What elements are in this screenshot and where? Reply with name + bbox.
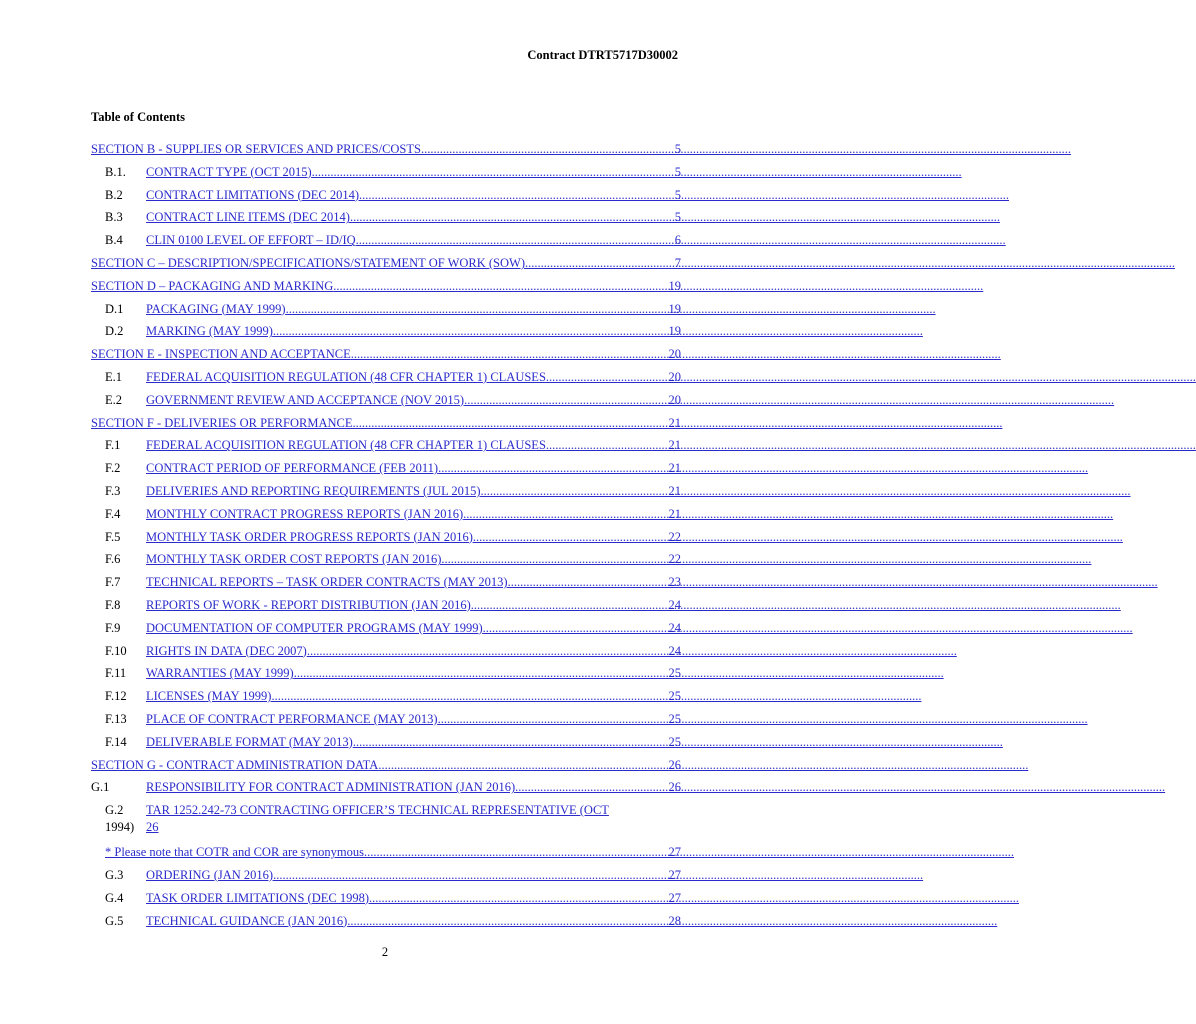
toc-entry-page[interactable]: 19: [668, 301, 681, 316]
toc-entry-page[interactable]: 21: [668, 438, 681, 453]
toc-entry-line: [105, 548, 681, 571]
toc-entry-number: F.14: [105, 734, 127, 749]
toc-entry-link[interactable]: SECTION E - INSPECTION AND ACCEPTANCE: [91, 347, 351, 362]
toc-entry-page[interactable]: 6: [674, 233, 681, 248]
toc-entry-page[interactable]: 5: [674, 187, 681, 202]
toc-entry-link[interactable]: DOCUMENTATION OF COMPUTER PROGRAMS (MAY 1999): [146, 620, 483, 635]
toc-entry-line: [105, 434, 681, 457]
dot-leader: [369, 887, 669, 910]
toc-entry-page[interactable]: 22: [668, 552, 681, 567]
dot-leader: [421, 138, 675, 161]
toc-entry-line: [105, 640, 681, 663]
toc-entry[interactable]: [91, 320, 681, 343]
toc-entry-number: B.3: [105, 210, 123, 225]
toc-entry-link[interactable]: SECTION D – PACKAGING AND MARKING: [91, 278, 334, 293]
dot-leader: [471, 594, 669, 617]
toc-entry-number: G.4: [105, 890, 124, 905]
toc-entry-page[interactable]: 21: [668, 483, 681, 498]
toc-entry-link[interactable]: GOVERNMENT REVIEW AND ACCEPTANCE (NOV 2015): [146, 392, 465, 407]
toc-entry-link[interactable]: PACKAGING (MAY 1999): [146, 301, 286, 316]
toc-entry-number: E.1: [105, 369, 123, 384]
toc-entry[interactable]: [91, 480, 681, 503]
dot-leader: [364, 841, 669, 864]
toc-entry-number: F.9: [105, 620, 121, 635]
toc-entry-page[interactable]: 27: [668, 867, 681, 882]
toc-entry-line: [91, 754, 681, 777]
toc-entry[interactable]: [91, 548, 681, 571]
page-number: 2: [381, 945, 389, 959]
toc-entry-link[interactable]: WARRANTIES (MAY 1999): [146, 666, 294, 681]
toc-entry-page[interactable]: 7: [674, 255, 681, 270]
toc-entry-page[interactable]: 20: [668, 347, 681, 362]
toc-entry-line: [105, 480, 681, 503]
toc-entry-link[interactable]: * Please note that COTR and COR are synonymous: [105, 845, 364, 860]
dot-leader: [333, 275, 668, 298]
toc-entry-page[interactable]: 19: [668, 324, 681, 339]
toc-entry-link[interactable]: TASK ORDER LIMITATIONS (DEC 1998): [146, 890, 369, 905]
dot-leader: [481, 480, 669, 503]
toc-entry-number: F.2: [105, 461, 121, 476]
toc-entry-page[interactable]: 27: [668, 890, 681, 905]
dot-leader: [271, 685, 668, 708]
toc-entry-number: F.1: [105, 438, 121, 453]
toc-entry-link[interactable]: SECTION B - SUPPLIES OR SERVICES AND PRICES/COSTS: [91, 142, 421, 156]
toc-entry[interactable]: [91, 594, 681, 617]
toc-entry-line: [105, 389, 681, 412]
toc-entry-line: [105, 320, 681, 343]
dot-leader: [438, 708, 669, 731]
toc-entry[interactable]: [91, 708, 681, 731]
toc-entry[interactable]: [91, 184, 681, 207]
toc-entry-link[interactable]: FEDERAL ACQUISITION REGULATION (48 CFR CHAPTER 1) CLAUSES: [146, 369, 546, 384]
dot-leader: [347, 910, 668, 933]
toc-entry[interactable]: [91, 685, 681, 708]
toc-entry[interactable]: [91, 275, 681, 298]
toc-entry[interactable]: [91, 389, 681, 412]
dot-leader: [356, 229, 675, 252]
toc-entry[interactable]: [91, 161, 681, 184]
dot-leader: [352, 412, 668, 435]
toc-entry-page[interactable]: 5: [674, 142, 681, 156]
toc-entry-link[interactable]: LICENSES (MAY 1999): [146, 689, 272, 704]
toc-entry[interactable]: [91, 526, 681, 549]
toc-entry-page[interactable]: 24: [668, 597, 681, 612]
toc-entry-link[interactable]: SECTION C – DESCRIPTION/SPECIFICATIONS/STATEMENT OF WORK (SOW): [91, 255, 525, 270]
toc-entry[interactable]: [91, 887, 681, 910]
dot-leader: [294, 662, 669, 685]
toc-entry-number: F.13: [105, 711, 127, 726]
dot-leader: [546, 366, 669, 389]
toc-entry-number: F.8: [105, 597, 121, 612]
toc-entry-number: F.12: [105, 689, 127, 704]
dot-leader: [483, 617, 669, 640]
dot-leader: [286, 298, 669, 321]
dot-leader: [464, 389, 668, 412]
toc-entry-link[interactable]: CONTRACT LINE ITEMS (DEC 2014): [146, 210, 350, 225]
dot-leader: [273, 864, 668, 887]
toc-entry-line: [91, 138, 681, 161]
toc-entry-number: F.6: [105, 552, 121, 567]
toc-entry-continuation: 1994): [105, 820, 135, 835]
dot-leader: [378, 754, 668, 777]
dot-leader: [350, 206, 675, 229]
toc-entry-number: F.4: [105, 506, 121, 521]
toc-entry-link[interactable]: RIGHTS IN DATA (DEC 2007): [146, 643, 307, 658]
toc-entry-link[interactable]: REPORTS OF WORK - REPORT DISTRIBUTION (JAN 2016): [146, 597, 471, 612]
dot-leader: [359, 184, 675, 207]
toc-entry-page[interactable]: 25: [668, 689, 681, 704]
toc-entry-link[interactable]: ORDERING (JAN 2016): [146, 867, 274, 882]
toc-entry-page[interactable]: 19: [668, 278, 681, 293]
dot-leader: [441, 548, 668, 571]
toc-entry[interactable]: [91, 662, 681, 685]
toc-entry[interactable]: [91, 776, 681, 799]
dot-leader: [307, 640, 669, 663]
toc-entry-number: G.1: [91, 780, 110, 795]
toc-entry-link[interactable]: MONTHLY TASK ORDER COST REPORTS (JAN 2016): [146, 552, 442, 567]
toc-entry-link[interactable]: TAR 1252.242-73 CONTRACTING OFFICER’S TECHNICAL REPRESENTATIVE (OCT: [146, 803, 609, 818]
dot-leader: [351, 343, 669, 366]
toc-entry-line: [105, 526, 681, 549]
toc-entry-link[interactable]: CONTRACT TYPE (OCT 2015): [146, 164, 312, 179]
toc-entry-line: [91, 776, 681, 799]
toc-entry[interactable]: [91, 229, 681, 252]
dot-leader: [515, 776, 668, 799]
toc-entry-line: [105, 229, 681, 252]
toc-entry-number: B.4: [105, 233, 123, 248]
toc-entry-page[interactable]: 24: [668, 620, 681, 635]
table-of-contents: [91, 138, 681, 932]
toc-entry-page[interactable]: 5: [674, 164, 681, 179]
toc-entry[interactable]: [91, 343, 681, 366]
toc-entry-link[interactable]: MONTHLY CONTRACT PROGRESS REPORTS (JAN 2016): [146, 506, 464, 521]
toc-entry-page[interactable]: 23: [668, 575, 681, 590]
toc-entry-line: [105, 617, 681, 640]
toc-entry-page[interactable]: 25: [668, 734, 681, 749]
toc-entry-number: F.3: [105, 483, 121, 498]
toc-entry-wrapped[interactable]: [91, 799, 681, 841]
toc-entry-page[interactable]: 21: [668, 506, 681, 521]
toc-entry-link[interactable]: RESPONSIBILITY FOR CONTRACT ADMINISTRATION (JAN 2016): [146, 780, 516, 795]
toc-entry-link[interactable]: CLIN 0100 LEVEL OF EFFORT – ID/IQ: [146, 233, 356, 248]
toc-entry-page[interactable]: 22: [668, 529, 681, 544]
toc-entry-line: [91, 275, 681, 298]
toc-entry-link[interactable]: MARKING (MAY 1999): [146, 324, 273, 339]
toc-entry[interactable]: [91, 503, 681, 526]
toc-entry-line: [105, 685, 681, 708]
toc-entry-line: [91, 252, 681, 275]
toc-entry[interactable]: [91, 252, 681, 275]
toc-entry-number: G.3: [105, 867, 124, 882]
toc-entry-number: D.1: [105, 301, 124, 316]
toc-entry[interactable]: [91, 617, 681, 640]
toc-entry-number: F.5: [105, 529, 121, 544]
toc-entry-number: D.2: [105, 324, 124, 339]
dot-leader: [546, 434, 669, 457]
toc-entry[interactable]: [91, 138, 681, 161]
toc-entry[interactable]: [91, 366, 681, 389]
toc-entry-link[interactable]: TECHNICAL GUIDANCE (JAN 2016): [146, 913, 348, 928]
toc-entry-page[interactable]: 24: [668, 643, 681, 658]
toc-entry-page[interactable]: 21: [668, 461, 681, 476]
toc-entry-page[interactable]: 20: [668, 392, 681, 407]
toc-entry-link[interactable]: CONTRACT PERIOD OF PERFORMANCE (FEB 2011): [146, 461, 439, 476]
toc-entry[interactable]: [91, 841, 681, 864]
dot-leader: [473, 526, 669, 549]
toc-entry-line: [105, 161, 681, 184]
toc-entry[interactable]: [91, 298, 681, 321]
toc-entry-link[interactable]: SECTION F - DELIVERIES OR PERFORMANCE: [91, 415, 353, 430]
toc-entry-line: [105, 662, 681, 685]
toc-entry[interactable]: [91, 412, 681, 435]
toc-entry[interactable]: [91, 434, 681, 457]
toc-entry[interactable]: [91, 206, 681, 229]
toc-entry[interactable]: [91, 731, 681, 754]
dot-leader: [508, 571, 669, 594]
toc-entry-number: F.11: [105, 666, 127, 681]
toc-entry[interactable]: [91, 864, 681, 887]
toc-title: Table of Contents: [91, 110, 185, 124]
toc-entry-link[interactable]: FEDERAL ACQUISITION REGULATION (48 CFR CHAPTER 1) CLAUSES: [146, 438, 546, 453]
toc-entry-page[interactable]: 5: [674, 210, 681, 225]
toc-entry-link[interactable]: CONTRACT LIMITATIONS (DEC 2014): [146, 187, 359, 202]
toc-entry-line: [105, 910, 681, 933]
dot-leader: [273, 320, 669, 343]
toc-entry-number: F.10: [105, 643, 127, 658]
toc-entry-number: B.1.: [105, 164, 126, 179]
dot-leader: [353, 731, 669, 754]
toc-entry-page[interactable]: 26: [146, 820, 159, 835]
toc-entry-link[interactable]: SECTION G - CONTRACT ADMINISTRATION DATA: [91, 757, 379, 772]
toc-entry-number: G.5: [105, 913, 124, 928]
toc-entry-page[interactable]: 21: [668, 415, 681, 430]
toc-entry-number: F.7: [105, 575, 121, 590]
dot-leader: [438, 457, 668, 480]
toc-entry-line: [105, 503, 681, 526]
toc-entry-line: [105, 708, 681, 731]
toc-entry-link[interactable]: DELIVERABLE FORMAT (MAY 2013): [146, 734, 353, 749]
toc-entry-number: B.2: [105, 187, 123, 202]
toc-entry[interactable]: [91, 571, 681, 594]
toc-entry-page[interactable]: 25: [668, 711, 681, 726]
toc-entry-page[interactable]: 25: [668, 666, 681, 681]
toc-entry[interactable]: [91, 910, 681, 933]
toc-entry-number: E.2: [105, 392, 123, 407]
toc-entry-page[interactable]: 27: [668, 845, 681, 860]
toc-entry-page[interactable]: 28: [668, 913, 681, 928]
toc-entry-line: [105, 841, 681, 864]
toc-entry-link[interactable]: DELIVERIES AND REPORTING REQUIREMENTS (JUL 2015): [146, 483, 481, 498]
toc-entry[interactable]: [91, 754, 681, 777]
dot-leader: [525, 252, 675, 275]
toc-entry[interactable]: [91, 457, 681, 480]
toc-entry-link[interactable]: TECHNICAL REPORTS – TASK ORDER CONTRACTS (MAY 2013): [146, 575, 508, 590]
toc-entry-line: [105, 887, 681, 910]
toc-entry-page[interactable]: 20: [668, 369, 681, 384]
toc-entry-link[interactable]: MONTHLY TASK ORDER PROGRESS REPORTS (JAN 2016): [146, 529, 473, 544]
dot-leader: [463, 503, 668, 526]
toc-entry-line: [105, 571, 681, 594]
toc-entry-line: [105, 594, 681, 617]
contract-header: Contract DTRT5717D30002: [527, 48, 678, 62]
toc-entry-line: [105, 864, 681, 887]
toc-entry-line: [105, 731, 681, 754]
toc-entry-page[interactable]: 26: [668, 780, 681, 795]
toc-entry-line: [91, 412, 681, 435]
dot-leader: [312, 161, 675, 184]
toc-entry-line: [105, 206, 681, 229]
toc-entry-line: [105, 298, 681, 321]
toc-entry-link[interactable]: PLACE OF CONTRACT PERFORMANCE (MAY 2013): [146, 711, 438, 726]
toc-entry-page[interactable]: 26: [668, 757, 681, 772]
toc-entry-line: [105, 457, 681, 480]
toc-entry-line: [105, 184, 681, 207]
toc-entry-line: [105, 366, 681, 389]
toc-entry-line: [91, 343, 681, 366]
toc-entry-number: G.2: [105, 803, 124, 818]
toc-entry[interactable]: [91, 640, 681, 663]
